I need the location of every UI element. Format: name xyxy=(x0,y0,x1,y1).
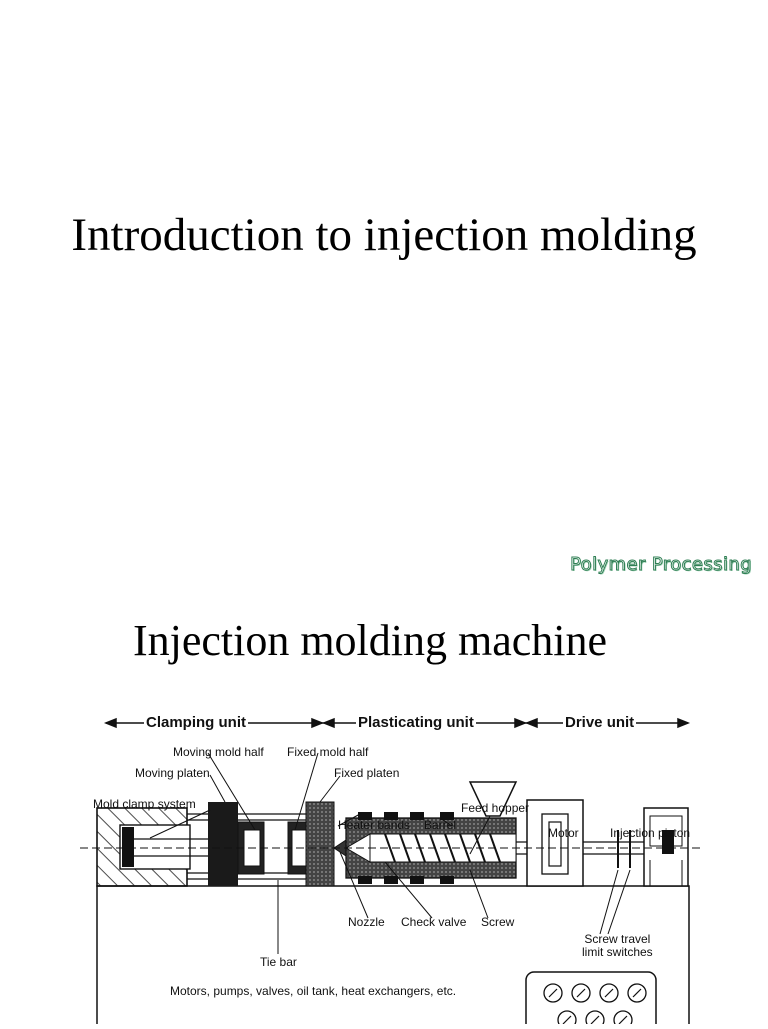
slide-title: Introduction to injection molding xyxy=(71,209,697,261)
fixed-platen-label: Fixed platen xyxy=(334,766,400,780)
nozzle-label: Nozzle xyxy=(348,915,385,929)
slide-title: Injection molding machine xyxy=(132,616,608,665)
check-valve-label: Check valve xyxy=(401,915,467,929)
slide-machine xyxy=(0,540,768,1024)
course-tag: Polymer Processing xyxy=(570,554,752,575)
screw-label: Screw xyxy=(481,915,515,929)
injection-cylinder xyxy=(644,808,688,886)
tie-bar-label: Tie bar xyxy=(260,955,297,969)
injection-piston-label: Injection piston xyxy=(610,826,691,840)
injection-molding-diagram xyxy=(40,690,750,1024)
control-panel xyxy=(526,972,656,1024)
motor-label: Motor xyxy=(548,826,579,840)
fixed-mold-half-label: Fixed mold half xyxy=(287,745,369,759)
plasticating-unit-label: Plasticating unit xyxy=(358,714,474,731)
machine-drawing xyxy=(40,690,750,1024)
heater-bands-label: Heater bands xyxy=(338,818,411,832)
fixed-platen xyxy=(306,802,334,886)
motor xyxy=(527,800,583,886)
feed-hopper-label: Feed hopper xyxy=(461,801,530,815)
clamping-unit-label: Clamping unit xyxy=(146,714,246,731)
mold-clamp-system xyxy=(97,808,190,886)
moving-platen xyxy=(208,802,238,886)
screw-travel-limit-switches-label: Screw travel limit switches xyxy=(582,932,653,959)
moving-mold-half-label: Moving mold half xyxy=(173,745,264,759)
barrel-label: Barrel xyxy=(424,818,457,832)
mold-clamp-system-label: Mold clamp system xyxy=(93,797,196,811)
moving-platen-label: Moving platen xyxy=(135,766,210,780)
drive-unit-label: Drive unit xyxy=(565,714,635,731)
base-contents-label: Motors, pumps, valves, oil tank, heat exchangers, etc. xyxy=(170,984,457,998)
